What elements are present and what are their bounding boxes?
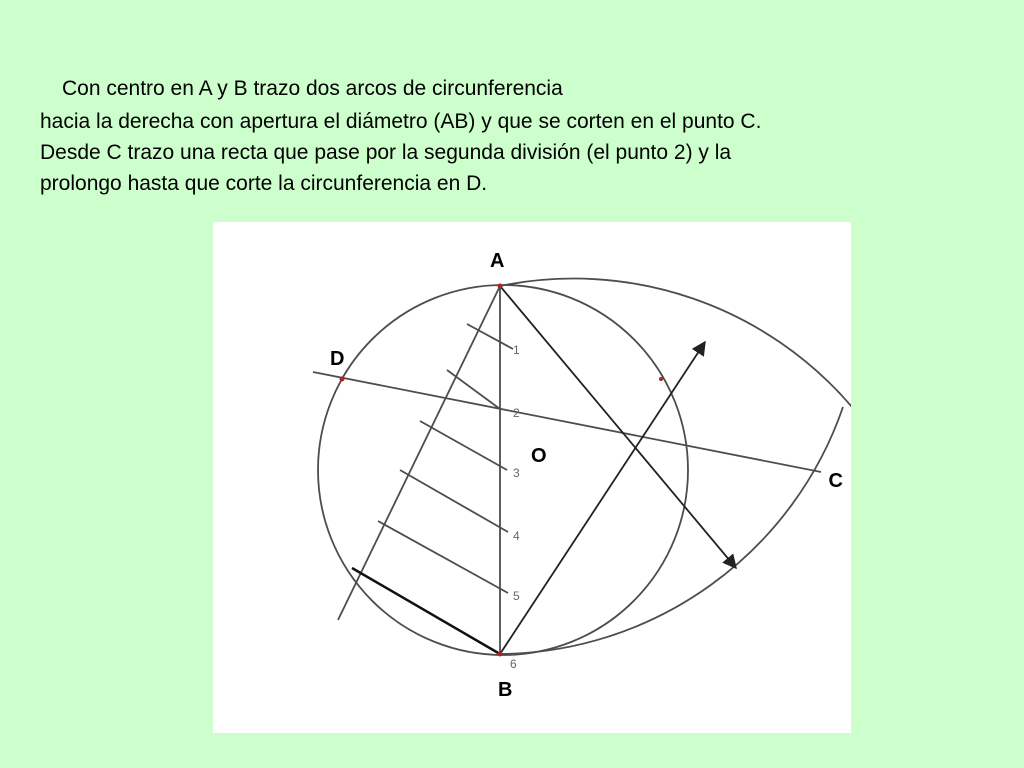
line-c-to-d — [313, 372, 821, 472]
arrow-line-1 — [500, 286, 736, 568]
instruction-line-4: prolongo hasta que corte la circunferencia en D. — [40, 172, 488, 195]
label-o: O — [531, 445, 547, 467]
division-label-4: 4 — [513, 529, 520, 543]
division-label-3: 3 — [513, 466, 520, 480]
arc-centered-a — [500, 407, 843, 654]
division-label-2: 2 — [513, 406, 520, 420]
division-parallel-3 — [420, 421, 507, 470]
arc-marker — [659, 377, 663, 381]
label-d: D — [330, 348, 345, 370]
division-label-6: 6 — [510, 657, 517, 671]
division-parallel-5 — [378, 521, 508, 593]
instruction-line-1: Con centro en A y B trazo dos arcos de circunferencia — [62, 77, 563, 100]
label-c: C — [828, 470, 843, 492]
geometry-figure — [213, 222, 851, 733]
division-parallel-4 — [400, 470, 508, 532]
division-parallel-1 — [467, 324, 513, 349]
main-circle — [318, 285, 688, 655]
label-b: B — [498, 679, 513, 701]
point-b-marker — [498, 652, 503, 657]
construction-svg — [213, 222, 851, 733]
division-label-1: 1 — [513, 343, 520, 357]
point-a-marker — [498, 284, 503, 289]
division-label-5: 5 — [513, 589, 520, 603]
instruction-line-2: hacia la derecha con apertura el diámetro (AB) y que se corten en el punto C. — [40, 110, 762, 133]
point-d-marker — [340, 377, 345, 382]
instruction-line-3: Desde C trazo una recta que pase por la segunda división (el punto 2) y la — [40, 141, 732, 164]
closing-segment — [352, 568, 500, 654]
label-a: A — [490, 250, 505, 272]
